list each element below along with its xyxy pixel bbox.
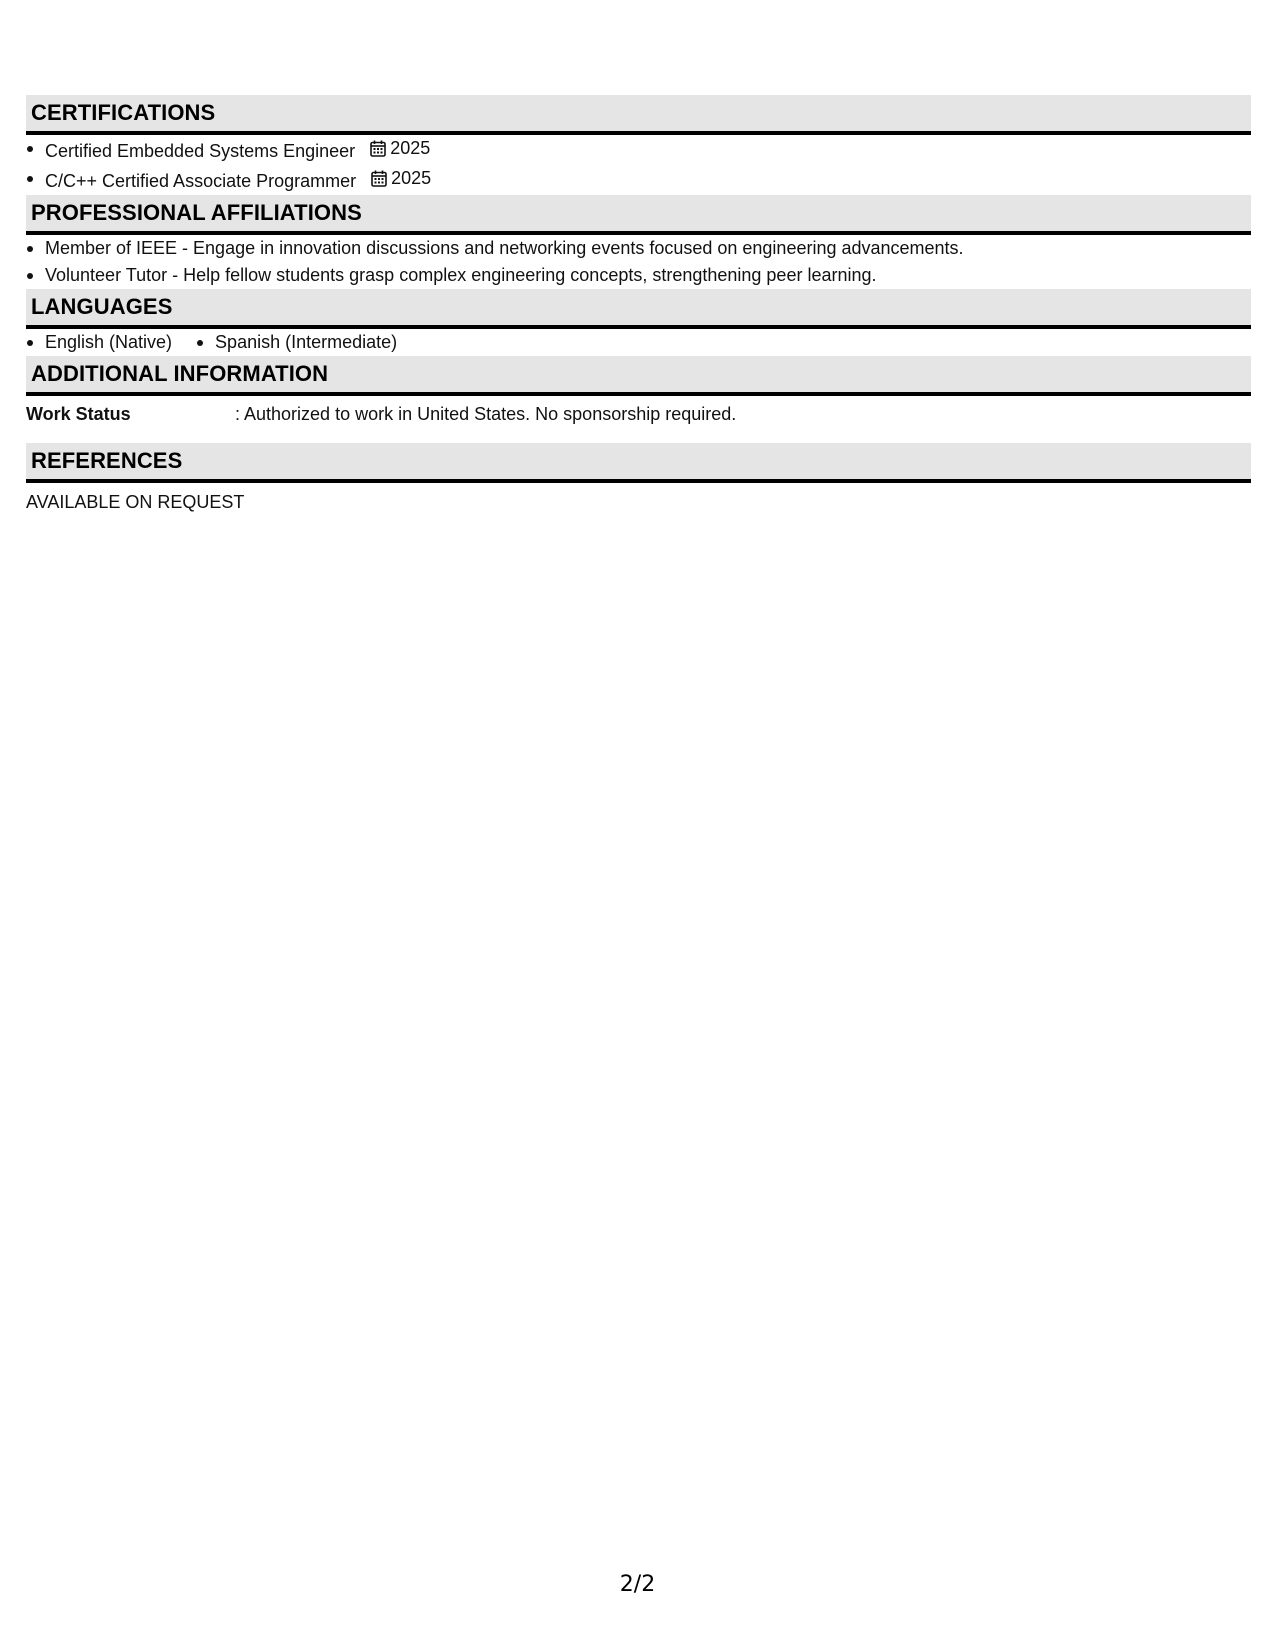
references-section [26,443,1251,516]
certification-name: C/C++ Certified Associate Programmer [45,171,357,191]
affiliations-list [26,235,1251,289]
affiliations-section [26,195,1251,289]
certification-year: 2025 [390,138,431,158]
work-status-value: : Authorized to work in United States. No sponsorship required. [235,404,737,424]
additional-info-title: ADDITIONAL INFORMATION [31,361,329,386]
languages-title: LANGUAGES [31,294,173,319]
languages-list [26,329,1251,356]
section-header [26,95,1251,135]
certification-year: 2025 [391,168,432,188]
list-item: Spanish (Intermediate) [196,329,397,356]
list-item: English (Native) [26,329,172,356]
certifications-list [26,135,1251,195]
section-header [26,443,1251,483]
list-item [26,135,1251,165]
languages-section [26,289,1251,356]
affiliations-title: PROFESSIONAL AFFILIATIONS [31,200,362,225]
work-status-label: Work Status [26,404,131,424]
work-status-row [26,396,1251,443]
calendar-icon [371,170,387,187]
certification-name: Certified Embedded Systems Engineer [45,141,356,161]
resume-content [26,95,1251,516]
references-title: REFERENCES [31,448,183,473]
certification-date [371,165,431,192]
section-header [26,356,1251,396]
section-header [26,289,1251,329]
section-header [26,195,1251,235]
additional-info-section [26,356,1251,443]
list-item [26,165,1251,195]
certifications-section [26,95,1251,195]
page-number: 2/2 [619,1572,656,1597]
calendar-icon [370,140,386,157]
list-item: Member of IEEE - Engage in innovation discussions and networking events focused on engineering advancements. [26,235,1251,262]
list-item: Volunteer Tutor - Help fellow students grasp complex engineering concepts, strengthening peer learning. [26,262,1251,289]
references-text: AVAILABLE ON REQUEST [26,492,245,512]
certification-date [370,135,430,162]
certifications-title: CERTIFICATIONS [31,100,216,125]
